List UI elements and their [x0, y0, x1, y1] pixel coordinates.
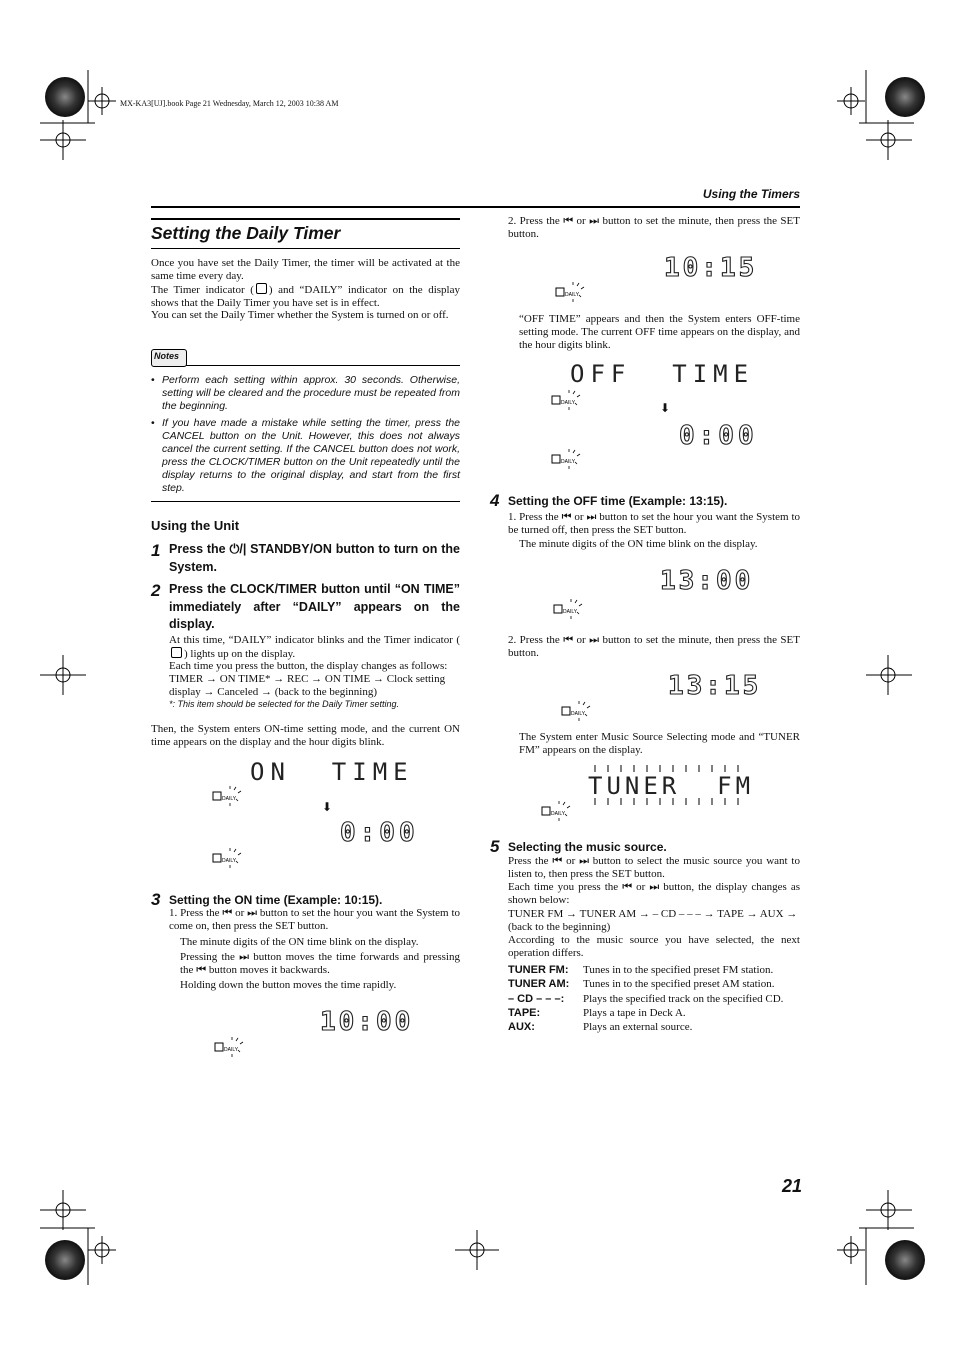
- svg-text:DAILY: DAILY: [571, 711, 586, 717]
- skip-back-icon: ⏮: [222, 907, 233, 919]
- note-item: If you have made a mistake while setting the timer, press the CANCEL button on the Unit. However, this does not always cancel the current setting. If the CANCEL button does not work, press the CLOCK/TIMER button on the Unit repeatedly until the display returns to the original display, and start from the first step.: [162, 417, 460, 494]
- header-rule: [151, 206, 800, 208]
- skip-forward-icon: ⏭: [586, 511, 597, 523]
- note-bullet: •: [151, 417, 155, 429]
- timer-icon: [171, 647, 182, 658]
- timer-icon: [256, 283, 267, 294]
- lcd-on-time: ON TIME: [250, 758, 414, 786]
- source-label: – CD – – –:: [508, 993, 565, 1005]
- title-top-rule: [151, 218, 460, 220]
- step-3-after: “OFF TIME” appears and then the System enters OFF-time setting mode. The current OFF time appears on the display, and the hour digits blink.: [519, 313, 800, 352]
- step-5-para-3: According to the music source you have selected, the next operation differs.: [508, 934, 800, 960]
- svg-text:DAILY: DAILY: [224, 1047, 239, 1053]
- step-1-title: Press the ⏻/| STANDBY/ON button to turn on the System.: [169, 542, 460, 574]
- subsection-title: Using the Unit: [151, 518, 240, 533]
- step-3-note-3: Holding down the button moves the time rapidly.: [180, 979, 397, 991]
- step-3-title: Setting the ON time (Example: 10:15).: [169, 893, 383, 907]
- source-label: AUX:: [508, 1021, 535, 1033]
- file-info: MX-KA3[UJ].book Page 21 Wednesday, March 12, 2003 10:38 AM: [120, 99, 339, 108]
- skip-back-icon: ⏮: [563, 634, 574, 646]
- svg-text:DAILY: DAILY: [551, 811, 566, 817]
- step-2-sequence: TIMER → ON TIME* → REC → ON TIME → Clock setting display → Canceled → (back to the beginning): [169, 673, 446, 699]
- step-5-sequence: TUNER FM → TUNER AM → – CD – – – → TAPE → AUX → (back to the beginning): [508, 908, 798, 934]
- step-number: 4: [490, 491, 500, 510]
- daily-indicator-icon: [212, 785, 246, 807]
- step-4-title: Setting the OFF time (Example: 13:15).: [508, 494, 728, 508]
- intro-para-2: The Timer indicator ( ) and “DAILY” indicator on the display shows that the Daily Timer you have set is in effect.: [151, 284, 460, 310]
- step-5-title: Selecting the music source.: [508, 840, 667, 854]
- note-item: Perform each setting within approx. 30 seconds. Otherwise, setting will be cleared and the procedure must be repeated from the beginning.: [162, 374, 460, 412]
- source-desc: Plays a tape in Deck A.: [583, 1007, 686, 1019]
- lcd-thirteen-zero: 13:00: [660, 566, 754, 596]
- page-number: 21: [782, 1176, 803, 1196]
- lcd-thirteen-fifteen: 13:15: [668, 671, 762, 701]
- daily-indicator-icon: [214, 1036, 248, 1058]
- step-3-item-2: 2. Press the ⏮ or ⏭ button to set the minute, then press the SET button.: [508, 215, 800, 241]
- source-label: TAPE:: [508, 1007, 541, 1019]
- source-desc: Tunes in to the specified preset FM station.: [583, 964, 774, 976]
- daily-indicator-icon: [561, 700, 595, 722]
- skip-forward-icon: ⏭: [589, 215, 600, 227]
- source-desc: Tunes in to the specified preset AM station.: [583, 978, 775, 990]
- step-number: 3: [151, 890, 161, 909]
- svg-text:DAILY: DAILY: [565, 292, 580, 298]
- skip-forward-icon: ⏭: [579, 855, 589, 867]
- skip-back-icon: ⏮: [622, 881, 633, 893]
- skip-forward-icon: ⏭: [589, 634, 600, 646]
- source-desc: Plays an external source.: [583, 1021, 693, 1033]
- notes-top-rule: [186, 365, 460, 366]
- page-title: Setting the Daily Timer: [151, 223, 341, 243]
- skip-back-icon: ⏮: [563, 215, 574, 227]
- svg-text:DAILY: DAILY: [222, 796, 237, 802]
- skip-forward-icon: ⏭: [247, 907, 258, 919]
- daily-indicator-icon: [212, 847, 246, 869]
- daily-indicator-icon: [555, 281, 589, 303]
- step-4-after: The System enter Music Source Selecting mode and “TUNER FM” appears on the display.: [519, 731, 800, 757]
- source-label: TUNER AM:: [508, 978, 570, 990]
- lcd-zero-a: 0:00: [340, 818, 419, 848]
- svg-text:DAILY: DAILY: [563, 609, 578, 615]
- lcd-tuner-fm: TUNER FM: [588, 772, 755, 800]
- svg-text:DAILY: DAILY: [561, 459, 576, 465]
- lcd-ten-fifteen: 10:15: [664, 253, 758, 283]
- skip-back-icon: ⏮: [196, 964, 207, 977]
- svg-text:DAILY: DAILY: [222, 858, 237, 864]
- source-label: TUNER FM:: [508, 964, 569, 976]
- step-2-title: Press the CLOCK/TIMER button until “ON TIME” immediately after “DAILY” appears on the display.: [169, 582, 460, 631]
- step-4-item-2: 2. Press the ⏮ or ⏭ button to set the minute, then press the SET button.: [508, 634, 800, 660]
- daily-indicator-icon: [551, 389, 585, 411]
- lcd-off-time: OFF TIME: [570, 360, 755, 388]
- lcd-zero-b: 0:00: [679, 421, 758, 451]
- arrow-down-icon: ⬇: [322, 800, 333, 814]
- power-icon: ⏻/|: [229, 542, 247, 556]
- daily-indicator-icon: [541, 800, 575, 822]
- step-number: 5: [490, 837, 500, 856]
- skip-back-icon: ⏮: [561, 511, 572, 523]
- intro-para-1: Once you have set the Daily Timer, the timer will be activated at the same time every day.: [151, 257, 460, 283]
- step-2-after: Then, the System enters ON-time setting mode, and the current ON time appears on the display and the hour digits blink.: [151, 723, 460, 749]
- step-3-item-1: 1. Press the ⏮ or ⏭ button to set the hour you want the System to come on, then press the SET button.: [169, 907, 460, 933]
- notes-bottom-rule: [151, 501, 460, 502]
- skip-forward-icon: ⏭: [649, 881, 660, 893]
- daily-indicator-icon: [551, 448, 585, 470]
- title-bottom-rule: [151, 248, 460, 249]
- section-header: Using the Timers: [702, 187, 800, 201]
- notes-label: Notes: [154, 351, 180, 361]
- skip-back-icon: ⏮: [552, 855, 563, 867]
- step-4-note: The minute digits of the ON time blink on the display.: [519, 538, 758, 550]
- step-number: 1: [151, 541, 161, 560]
- step-5-para-1: Press the ⏮ or ⏭ button to select the music source you want to listen to, then press the SET button.: [508, 855, 800, 881]
- svg-text:DAILY: DAILY: [561, 400, 576, 406]
- note-bullet: •: [151, 374, 155, 386]
- skip-forward-icon: ⏭: [239, 951, 250, 963]
- intro-para-3: You can set the Daily Timer whether the System is turned on or off.: [151, 309, 449, 321]
- step-2-body-2: Each time you press the button, the display changes as follows:: [169, 660, 448, 672]
- daily-indicator-icon: [553, 598, 587, 620]
- step-3-note: The minute digits of the ON time blink on the display.: [180, 936, 419, 948]
- lcd-ten-zero: 10:00: [320, 1007, 414, 1037]
- step-number: 2: [151, 581, 161, 600]
- step-3-note-2: Pressing the ⏭ button moves the time forwards and pressing the ⏮ button moves it backwards.: [180, 951, 460, 977]
- source-desc: Plays the specified track on the specified CD.: [583, 993, 784, 1005]
- step-4-item-1: 1. Press the ⏮ or ⏭ button to set the hour you want the System to be turned off, then press the SET button.: [508, 511, 801, 537]
- step-2-body: At this time, “DAILY” indicator blinks and the Timer indicator () lights up on the display.: [169, 634, 460, 661]
- step-2-footnote: *: This item should be selected for the Daily Timer setting.: [169, 699, 400, 709]
- arrow-down-icon: ⬇: [660, 401, 671, 415]
- step-5-para-2: Each time you press the ⏮ or ⏭ button, the display changes as shown below:: [508, 881, 800, 907]
